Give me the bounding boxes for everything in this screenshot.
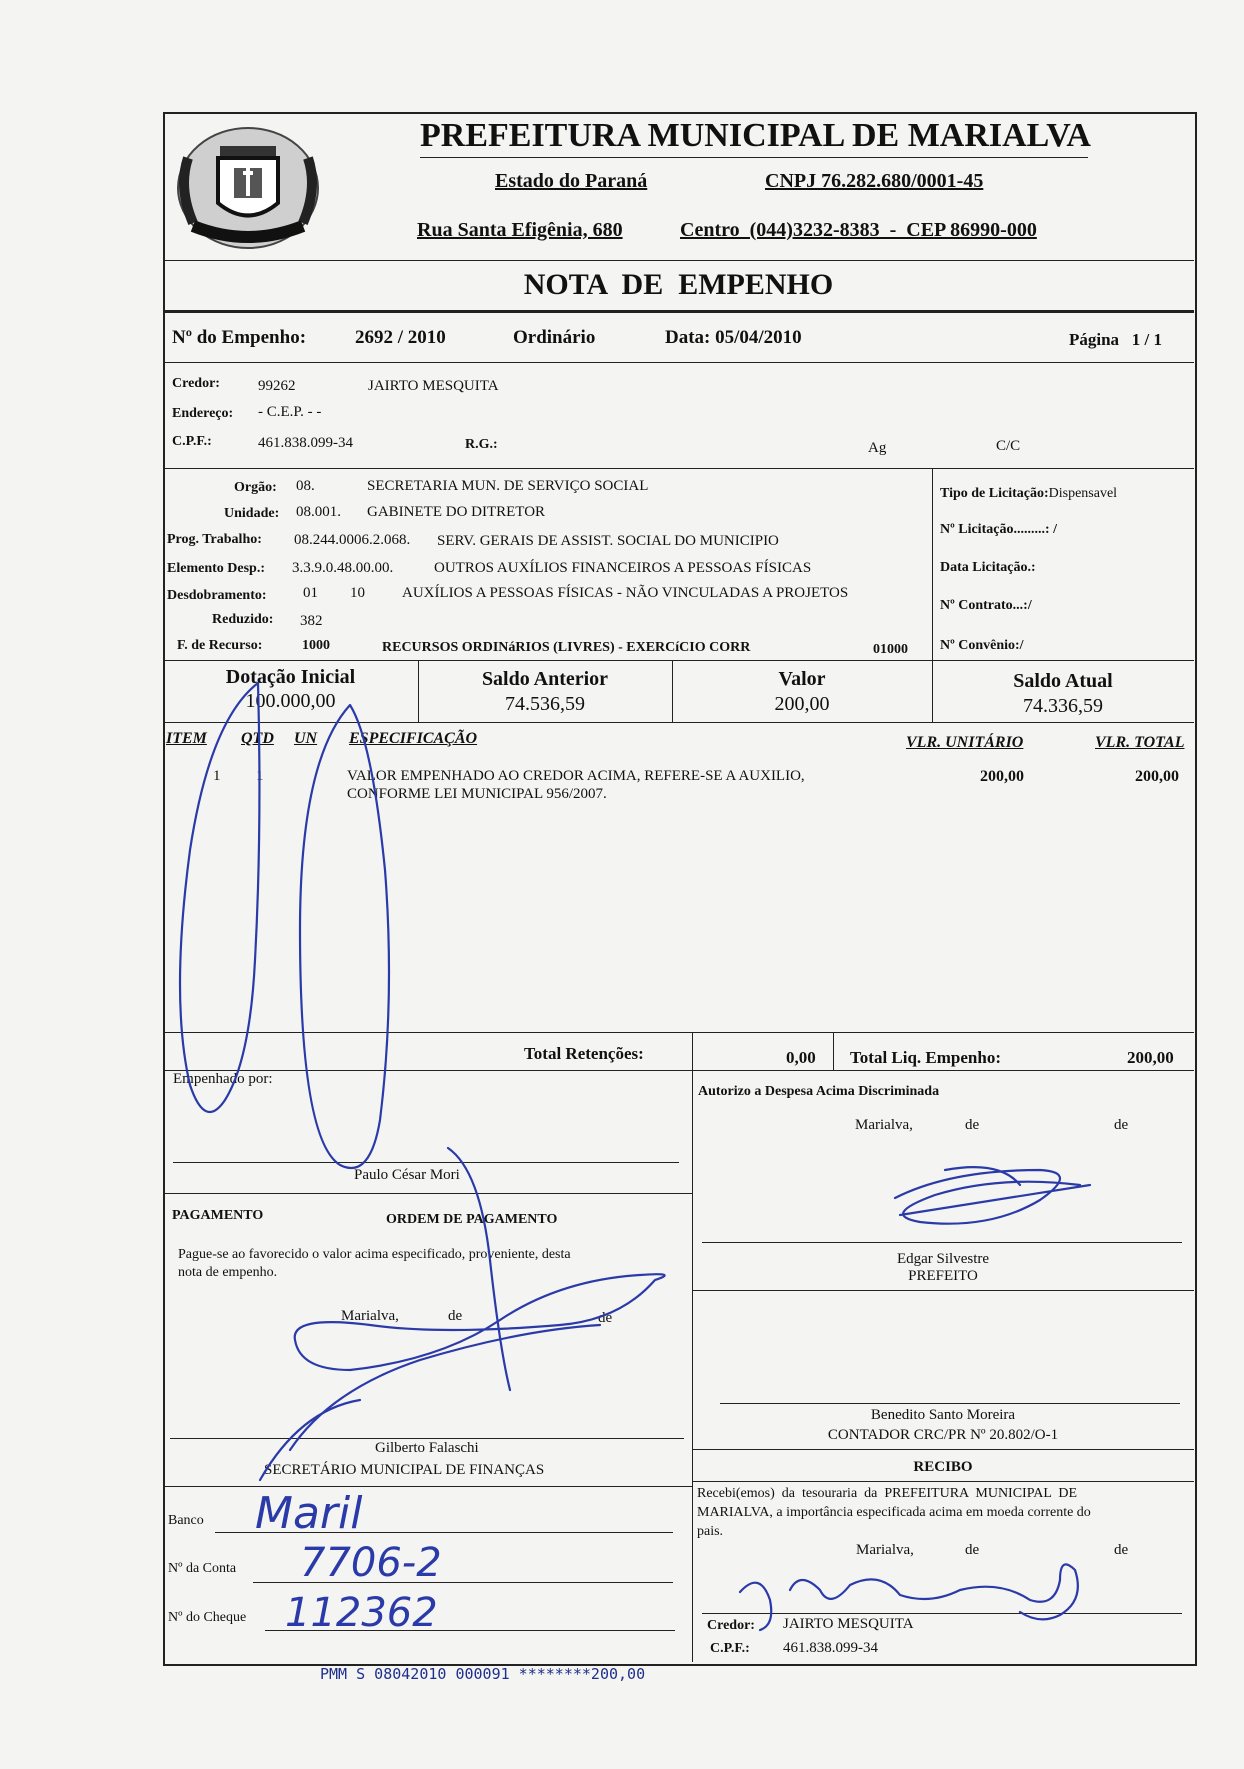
secretario-name: Gilberto Falaschi	[375, 1440, 479, 1456]
prog-code: 08.244.0006.2.068.	[294, 532, 411, 548]
fonte-num: 01000	[873, 642, 908, 657]
left-date-de2: de	[598, 1310, 613, 1326]
recibo-text-line2: MARIALVA, a importância especificada acima em moeda corrente do	[697, 1505, 1091, 1520]
valor-label: Valor	[778, 668, 826, 690]
cnpj: CNPJ 76.282.680/0001-45	[765, 170, 984, 192]
empenho-date: Data: 05/04/2010	[665, 327, 802, 348]
right-date-de1: de	[965, 1117, 980, 1133]
desd-label: Desdobramento:	[167, 588, 267, 603]
dotacao-label: Dotação Inicial	[225, 666, 356, 688]
licitacao-number: Nº Licitação.........: /	[940, 522, 1057, 537]
col-unit-value: VLR. UNITÁRIO	[906, 734, 1024, 751]
recibo-cpf-label: C.P.F.:	[710, 1641, 750, 1656]
orgao-name: SECRETARIA MUN. DE SERVIÇO SOCIAL	[367, 478, 649, 494]
credor-label: Credor:	[172, 376, 220, 391]
empenhado-por-name: Paulo César Mori	[354, 1167, 460, 1183]
recibo-title: RECIBO	[913, 1459, 973, 1475]
ink-stroke-vertical	[448, 1148, 510, 1390]
fonte-name: RECURSOS ORDINáRIOS (LIVRES) - EXERCíCIO CORR	[382, 640, 751, 655]
orgao-label: Orgão:	[234, 480, 277, 495]
reduzido-value: 382	[300, 613, 323, 629]
row-spec-line2: CONFORME LEI MUNICIPAL 956/2007.	[347, 786, 607, 802]
ag-label: Ag	[868, 440, 887, 456]
unidade-name: GABINETE DO DITRETOR	[367, 504, 546, 520]
street-address: Rua Santa Efigênia, 680	[417, 219, 623, 241]
empenho-number: 2692 / 2010	[355, 327, 446, 348]
contract-number: Nº Contrato...:/	[940, 598, 1032, 613]
licitacao-type-value: Dispensavel	[1048, 486, 1118, 501]
row-qtd: 1	[256, 768, 264, 784]
orgao-code: 08.	[296, 478, 315, 494]
recibo-date-de1: de	[965, 1542, 980, 1558]
elem-name: OUTROS AUXÍLIOS FINANCEIROS A PESSOAS FÍSICAS	[434, 560, 812, 576]
saldo-anterior-label: Saldo Anterior	[481, 668, 609, 690]
cpf-value: 461.838.099-34	[258, 435, 353, 451]
recibo-date-de2: de	[1114, 1542, 1129, 1558]
recibo-text-line1: Recebi(emos) da tesouraria da PREFEITURA MUNICIPAL DE	[697, 1486, 1078, 1501]
prefeito-role: PREFEITO	[908, 1268, 978, 1284]
empenho-kind: Ordinário	[513, 327, 596, 348]
autorizo-title: Autorizo a Despesa Acima Discriminada	[698, 1084, 940, 1099]
ordem-text-line1: Pague-se ao favorecido o valor acima especificado, proveniente, desta	[178, 1247, 571, 1262]
empenhado-por-label: Empenhado por:	[173, 1071, 273, 1087]
recibo-text-line3: pais.	[697, 1524, 724, 1539]
recibo-city: Marialva,	[856, 1542, 914, 1558]
desd-code: 01	[303, 585, 318, 601]
banco-label: Banco	[168, 1513, 204, 1528]
licitacao-date: Data Licitação.:	[940, 560, 1036, 575]
right-city: Marialva,	[855, 1117, 913, 1133]
ink-stroke-sweep2	[260, 1400, 360, 1480]
ink-stroke-large-oval	[300, 705, 389, 1168]
left-date-de1: de	[448, 1308, 463, 1324]
secretario-role: SECRETÁRIO MUNICIPAL DE FINANÇAS	[264, 1462, 545, 1478]
credor-code: 99262	[258, 378, 296, 394]
contador-name: Benedito Santo Moreira	[870, 1407, 1016, 1423]
ordem-pagamento-title: ORDEM DE PAGAMENTO	[386, 1212, 558, 1227]
elem-code: 3.3.9.0.48.00.00.	[292, 560, 394, 576]
col-total-value: VLR. TOTAL	[1095, 734, 1185, 751]
banco-value: Maril	[255, 1488, 363, 1539]
total-retencoes-value: 0,00	[786, 1048, 816, 1067]
unidade-label: Unidade:	[224, 506, 280, 521]
pagamento-title: PAGAMENTO	[172, 1208, 264, 1223]
dotacao-value: 100.000,00	[245, 690, 336, 712]
elem-label: Elemento Desp.:	[167, 561, 265, 576]
convenio-number: Nº Convênio:/	[940, 638, 1024, 653]
row-total-value: 200,00	[1135, 768, 1179, 785]
conta-label: Nº da Conta	[168, 1561, 237, 1576]
cheque-value: 112362	[285, 1590, 438, 1636]
left-city: Marialva,	[341, 1308, 399, 1324]
row-item: 1	[213, 768, 221, 784]
right-date-de2: de	[1114, 1117, 1129, 1133]
address-label: Endereço:	[172, 406, 234, 421]
conta-value: 7706-2	[300, 1540, 442, 1586]
recibo-cpf-value: 461.838.099-34	[783, 1640, 878, 1656]
saldo-anterior-value: 74.536,59	[505, 693, 585, 715]
district-phone-cep: Centro (044)3232-8383 - CEP 86990-000	[680, 219, 1037, 241]
state-name: Estado do Paraná	[495, 170, 648, 192]
cc-label: C/C	[996, 438, 1021, 454]
empenho-number-label: Nº do Empenho:	[172, 327, 307, 348]
row-spec-line1: VALOR EMPENHADO AO CREDOR ACIMA, REFERE-SE A AUXILIO,	[347, 768, 805, 784]
fonte-label: F. de Recurso:	[177, 638, 263, 653]
credor-name: JAIRTO MESQUITA	[368, 378, 499, 394]
total-retencoes-label: Total Retenções:	[524, 1044, 644, 1063]
page-number: Página 1 / 1	[1069, 330, 1163, 349]
reduzido-label: Reduzido:	[212, 612, 274, 627]
recibo-credor-label: Credor:	[707, 1618, 755, 1633]
prefeito-name: Edgar Silvestre	[896, 1251, 990, 1267]
doc-title: NOTA DE EMPENHO	[523, 268, 834, 301]
row-unit-value: 200,00	[980, 768, 1024, 785]
total-liquido-label: Total Liq. Empenho:	[850, 1048, 1001, 1067]
col-un: UN	[294, 730, 318, 747]
recibo-credor-name: JAIRTO MESQUITA	[783, 1616, 914, 1632]
rg-label: R.G.:	[465, 437, 498, 452]
col-qtd: QTD	[241, 730, 274, 747]
prefeito-signature	[895, 1167, 1090, 1224]
ordem-text-line2: nota de empenho.	[178, 1265, 278, 1280]
prog-name: SERV. GERAIS DE ASSIST. SOCIAL DO MUNICIPIO	[437, 533, 779, 549]
cheque-label: Nº do Cheque	[168, 1610, 247, 1625]
credor-signature	[740, 1564, 1078, 1630]
ink-stroke-left-oval	[180, 683, 259, 1112]
col-spec: ESPECIFICAÇÃO	[349, 730, 478, 747]
address-value: - C.E.P. - -	[258, 404, 322, 420]
desd-name: AUXÍLIOS A PESSOAS FÍSICAS - NÃO VINCULADAS A PROJETOS	[402, 585, 849, 601]
municipality-title: PREFEITURA MUNICIPAL DE MARIALVA	[420, 117, 1091, 154]
cashier-stamp: PMM S 08042010 000091 ********200,00	[320, 1665, 646, 1683]
ink-stroke-loop	[295, 1274, 665, 1370]
unidade-code: 08.001.	[296, 504, 341, 520]
total-liquido-value: 200,00	[1127, 1048, 1174, 1067]
col-item: ITEM	[166, 730, 207, 747]
contador-role: CONTADOR CRC/PR Nº 20.802/O-1	[827, 1427, 1059, 1443]
desd-sub: 10	[350, 585, 365, 601]
cpf-label: C.P.F.:	[172, 434, 212, 449]
licitacao-type-label: Tipo de Licitação:	[940, 486, 1049, 501]
fonte-code: 1000	[302, 638, 330, 653]
saldo-atual-value: 74.336,59	[1023, 695, 1103, 717]
valor-value: 200,00	[774, 693, 830, 715]
saldo-atual-label: Saldo Atual	[1013, 670, 1113, 692]
prog-label: Prog. Trabalho:	[167, 532, 262, 547]
ink-stroke-sweep	[290, 1325, 600, 1450]
